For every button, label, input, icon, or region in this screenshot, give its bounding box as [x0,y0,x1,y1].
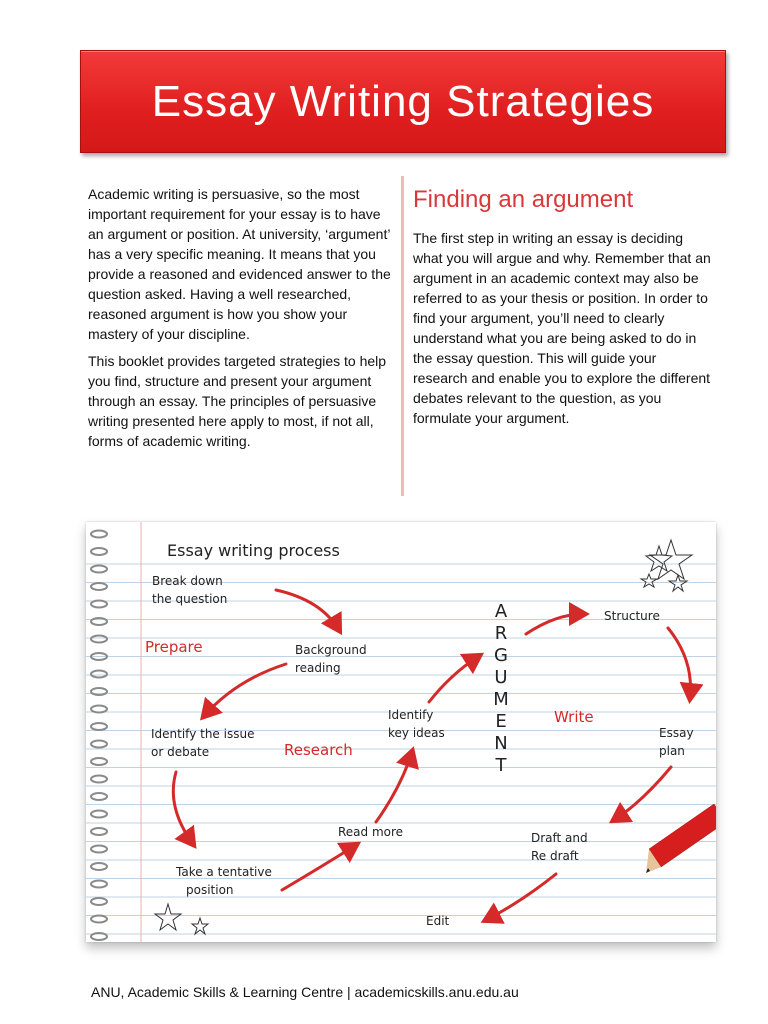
column-divider [401,176,404,496]
arrow-essay-plan-to-draft [614,767,671,820]
spiral-ring [91,863,107,870]
spiral-ring [91,758,107,765]
stage-write: Write [554,708,594,726]
spiral-ring [91,793,107,800]
title-banner [80,50,726,153]
spiral-ring [91,881,107,888]
spiral-ring [91,706,107,713]
section-body: The first step in writing an essay is deciding what you will argue and why. Remember that an argument in an academic context may also be referred to as your thesis or position. In order to find your argument, you’ll need to clearly understand what you are being asked to do in the essay question. This will guide your research and enable you to explore the different debates relevant to the question, as you formulate your argument. [413,230,711,426]
step-essay-plan-line2: plan [659,744,685,758]
arrow-breakdown-to-background [276,590,339,630]
footer-text: ANU, Academic Skills & Learning Centre | academicskills.anu.edu.au [91,984,519,1000]
arrow-background-to-identify-issue [204,664,286,716]
spiral-ring [91,583,107,590]
step-identify-issue-line2: or debate [151,745,210,759]
step-structure: Structure [604,609,660,623]
step-break-down-line1: Break down [152,574,223,588]
argument-letter: G [494,645,508,666]
step-draft-line2: Re draft [531,849,579,863]
arrow-argument-to-structure [526,614,584,634]
process-diagram-notebook [86,522,716,942]
step-tentative-line2: position [186,883,234,897]
step-tentative-line1: Take a tentative [176,865,272,879]
step-edit: Edit [426,914,450,928]
intro-paragraph-2: This booklet provides targeted strategies to help you find, structure and present your argument through an essay. The principles of persuasive writing presented here apply to most, if not all, forms of academic writing. [88,353,387,449]
section-heading: Finding an argument [413,186,634,213]
stage-research: Research [284,741,353,759]
spiral-ring [91,636,107,643]
spiral-ring [91,741,107,748]
step-read-more: Read more [338,825,404,839]
spiral-ring [91,916,107,923]
star-doodle-icon [641,540,692,591]
step-background-line2: reading [295,661,341,675]
step-break-down-line2: the question [152,592,228,606]
arrow-identify-issue-to-tentative [173,772,193,844]
argument-letter: T [495,755,507,776]
diagram-title: Essay writing process [167,541,340,560]
spiral-ring [91,531,107,538]
arrow-key-ideas-to-argument [429,656,479,702]
step-draft-line1: Draft and [531,831,588,845]
spiral-ring [91,566,107,573]
arrow-read-more-to-key-ideas [376,752,412,822]
arrow-tentative-to-read-more [282,845,356,890]
spiral-ring [91,601,107,608]
spiral-ring [91,846,107,853]
star-doodle-icon [155,904,208,934]
spiral-ring [91,776,107,783]
argument-letter: U [494,667,508,688]
stage-prepare: Prepare [145,638,203,656]
finding-argument-section [413,186,713,428]
spiral-ring [91,548,107,555]
spiral-ring [91,828,107,835]
page-title: Essay Writing Strategies [151,76,655,126]
step-identify-key-line2: key ideas [388,726,445,740]
process-diagram [86,522,716,942]
spiral-ring [91,723,107,730]
argument-letter: R [494,623,508,644]
step-identify-key-line1: Identify [388,708,434,722]
spiral-ring [91,671,107,678]
argument-letter: E [495,711,507,732]
argument-letter: N [494,733,508,754]
spiral-ring [91,811,107,818]
step-background-line1: Background [295,643,367,657]
argument-letter: A [494,601,508,622]
step-identify-issue-line1: Identify the issue [151,727,255,741]
argument-vertical-word [493,601,509,776]
step-essay-plan-line1: Essay [659,726,694,740]
intro-column [88,184,394,458]
intro-paragraph-1: Academic writing is persuasive, so the most important requirement for your essay is to have an argument or position. At university, ‘argument’ has a very specific meaning. It means that you provide a reasoned and evidenced answer to the question asked. Having a well researched, reasoned argument is how you show your mastery of your discipline. [88,186,391,342]
spiral-ring [91,898,107,905]
pencil-icon [646,804,716,873]
argument-letter: M [493,689,509,710]
